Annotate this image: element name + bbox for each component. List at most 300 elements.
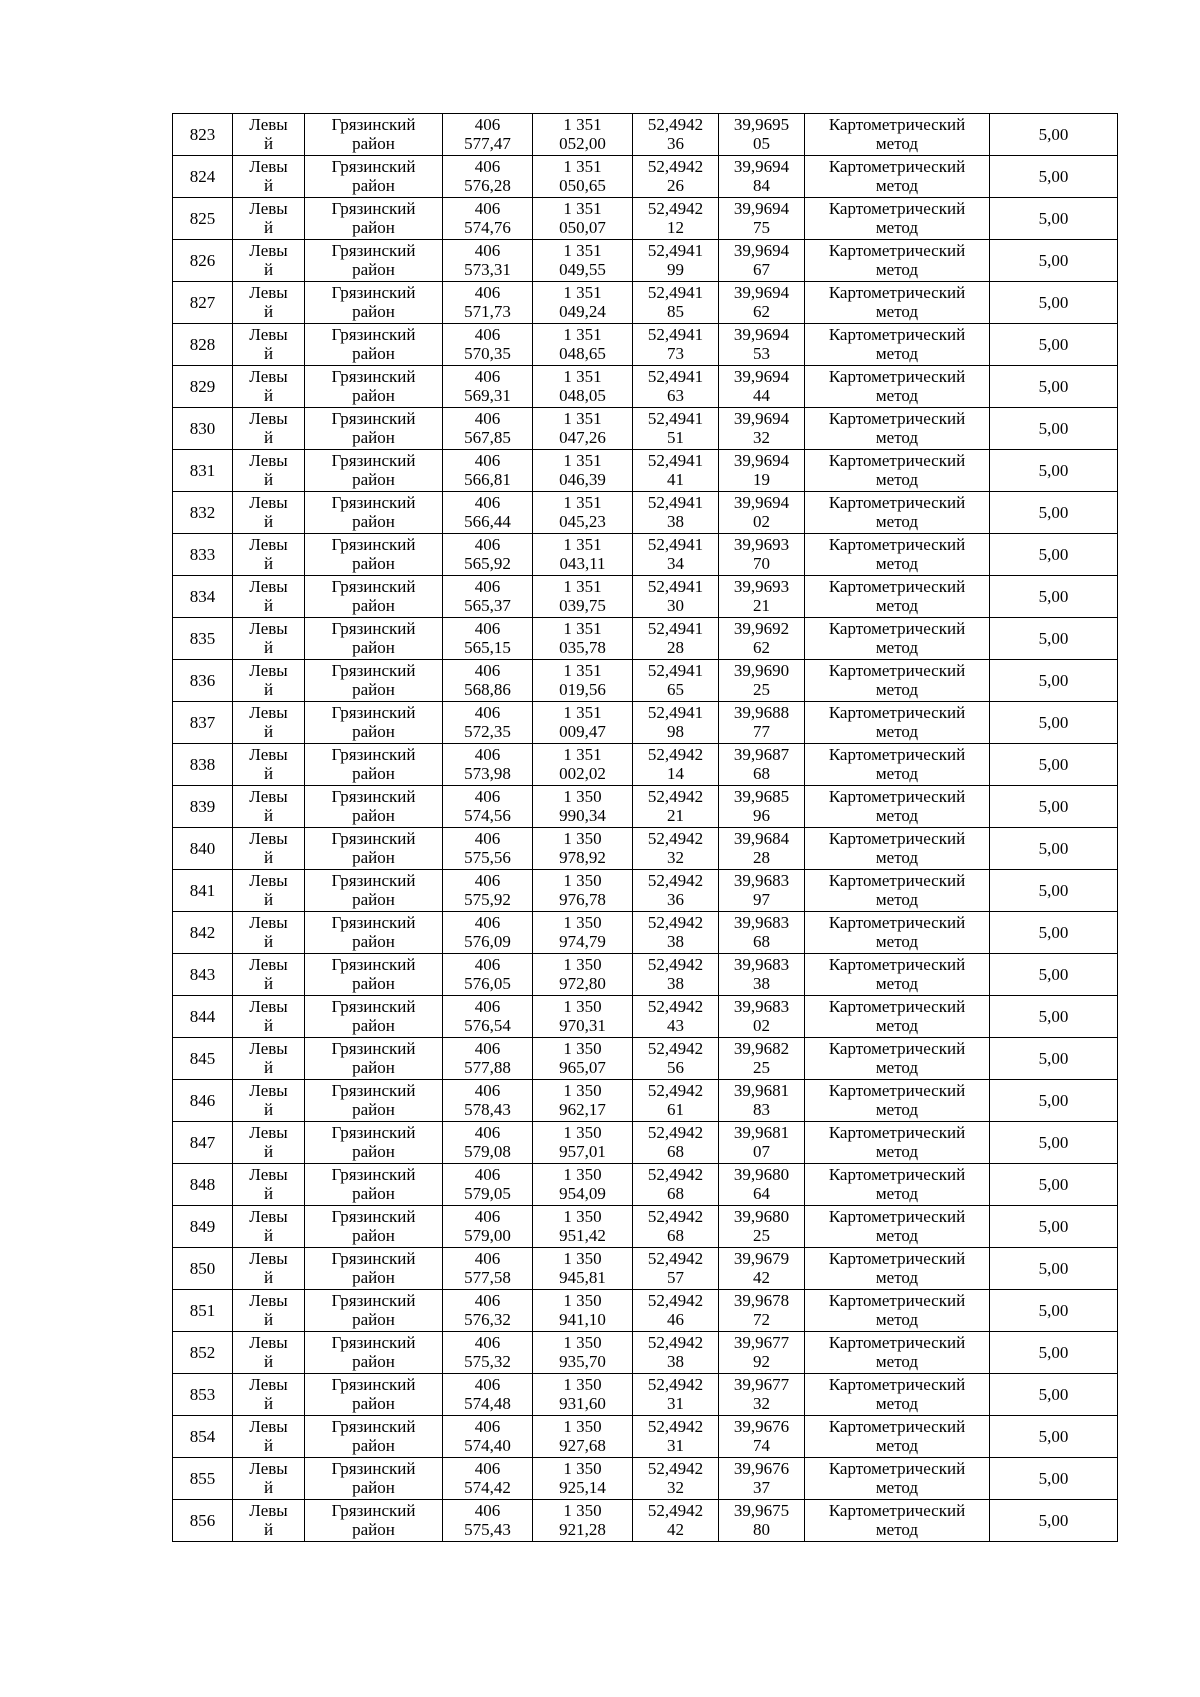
method-line-2: метод: [875, 554, 919, 573]
bank-side-line-1: Левы: [249, 535, 288, 554]
longitude-cell: [719, 660, 805, 702]
table-row: [173, 240, 1118, 282]
method-line-1: Картометрический: [828, 1207, 966, 1226]
table-row: [173, 660, 1118, 702]
longitude-cell: [719, 1332, 805, 1374]
y-coordinate-cell: [533, 240, 633, 282]
accuracy-cell: 5,00: [990, 912, 1118, 954]
table-row: [173, 1122, 1118, 1164]
x-coordinate-cell: [443, 324, 533, 366]
method-line-2: метод: [875, 470, 919, 489]
x-coordinate-line-1: 406: [474, 577, 501, 596]
district-line-1: Грязинский: [331, 1375, 416, 1394]
district-line-2: район: [352, 932, 395, 951]
y-coordinate-line-2: 951,42: [559, 1226, 606, 1245]
method-cell: [805, 660, 990, 702]
point-number-cell: 840: [173, 828, 233, 870]
bank-side-cell: [233, 912, 305, 954]
accuracy-cell: 5,00: [990, 156, 1118, 198]
y-coordinate-line-2: 957,01: [559, 1142, 606, 1161]
method-cell: [805, 744, 990, 786]
table-row: [173, 450, 1118, 492]
x-coordinate-line-2: 573,98: [464, 764, 511, 783]
method-line-1: Картометрический: [828, 745, 966, 764]
method-line-2: метод: [875, 1394, 919, 1413]
method-line-2: метод: [875, 512, 919, 531]
district-cell: [305, 1290, 443, 1332]
point-number-cell: 824: [173, 156, 233, 198]
bank-side-line-1: Левы: [249, 1081, 288, 1100]
bank-side-line-2: й: [263, 302, 274, 321]
x-coordinate-line-1: 406: [474, 1291, 501, 1310]
method-line-2: метод: [875, 1016, 919, 1035]
latitude-line-2: 32: [667, 848, 684, 867]
bank-side-line-1: Левы: [249, 1249, 288, 1268]
method-cell: [805, 366, 990, 408]
district-cell: [305, 1080, 443, 1122]
longitude-cell: [719, 870, 805, 912]
method-cell: [805, 1122, 990, 1164]
accuracy-cell: 5,00: [990, 1164, 1118, 1206]
district-line-2: район: [352, 386, 395, 405]
x-coordinate-line-1: 406: [474, 367, 501, 386]
latitude-cell: [633, 1500, 719, 1542]
method-line-2: метод: [875, 1100, 919, 1119]
y-coordinate-cell: [533, 366, 633, 408]
latitude-line-1: 52,4941: [647, 283, 704, 302]
district-line-2: район: [352, 512, 395, 531]
method-line-1: Картометрический: [828, 1333, 966, 1352]
method-cell: [805, 702, 990, 744]
method-line-2: метод: [875, 974, 919, 993]
x-coordinate-line-1: 406: [474, 661, 501, 680]
table-row: [173, 954, 1118, 996]
bank-side-line-2: й: [263, 428, 274, 447]
method-line-1: Картометрический: [828, 1249, 966, 1268]
bank-side-cell: [233, 366, 305, 408]
latitude-line-1: 52,4942: [647, 1501, 704, 1520]
bank-side-line-2: й: [263, 1100, 274, 1119]
latitude-line-2: 61: [667, 1100, 684, 1119]
method-line-1: Картометрический: [828, 1417, 966, 1436]
longitude-cell: [719, 282, 805, 324]
table-row: [173, 534, 1118, 576]
latitude-cell: [633, 660, 719, 702]
method-line-2: метод: [875, 134, 919, 153]
longitude-cell: [719, 912, 805, 954]
longitude-cell: [719, 1248, 805, 1290]
bank-side-line-1: Левы: [249, 577, 288, 596]
district-line-1: Грязинский: [331, 1207, 416, 1226]
latitude-cell: [633, 576, 719, 618]
y-coordinate-line-1: 1 351: [563, 409, 602, 428]
method-cell: [805, 114, 990, 156]
longitude-cell: [719, 576, 805, 618]
district-cell: [305, 408, 443, 450]
latitude-line-1: 52,4942: [647, 199, 704, 218]
latitude-cell: [633, 1038, 719, 1080]
y-coordinate-cell: [533, 1122, 633, 1164]
bank-side-line-2: й: [263, 260, 274, 279]
method-cell: [805, 324, 990, 366]
method-cell: [805, 618, 990, 660]
latitude-line-1: 52,4942: [647, 1165, 704, 1184]
y-coordinate-cell: [533, 870, 633, 912]
district-line-1: Грязинский: [331, 745, 416, 764]
method-cell: [805, 996, 990, 1038]
accuracy-cell: 5,00: [990, 576, 1118, 618]
latitude-line-2: 30: [667, 596, 684, 615]
bank-side-line-1: Левы: [249, 283, 288, 302]
longitude-cell: [719, 366, 805, 408]
x-coordinate-cell: [443, 156, 533, 198]
latitude-line-2: 31: [667, 1436, 684, 1455]
method-line-1: Картометрический: [828, 703, 966, 722]
district-cell: [305, 324, 443, 366]
latitude-line-2: 21: [667, 806, 684, 825]
y-coordinate-line-2: 050,65: [559, 176, 606, 195]
point-number-cell: 829: [173, 366, 233, 408]
bank-side-cell: [233, 450, 305, 492]
x-coordinate-cell: [443, 786, 533, 828]
longitude-line-2: 44: [753, 386, 770, 405]
y-coordinate-cell: [533, 534, 633, 576]
district-line-2: район: [352, 176, 395, 195]
longitude-line-1: 39,9693: [733, 577, 790, 596]
bank-side-cell: [233, 1332, 305, 1374]
bank-side-cell: [233, 1122, 305, 1164]
y-coordinate-cell: [533, 450, 633, 492]
district-cell: [305, 1206, 443, 1248]
district-line-2: район: [352, 1394, 395, 1413]
bank-side-line-2: й: [263, 638, 274, 657]
district-cell: [305, 492, 443, 534]
district-line-2: район: [352, 1016, 395, 1035]
method-cell: [805, 1080, 990, 1122]
latitude-line-1: 52,4942: [647, 913, 704, 932]
y-coordinate-line-2: 048,05: [559, 386, 606, 405]
method-line-1: Картометрический: [828, 913, 966, 932]
x-coordinate-line-1: 406: [474, 451, 501, 470]
bank-side-line-2: й: [263, 1352, 274, 1371]
y-coordinate-cell: [533, 1374, 633, 1416]
y-coordinate-cell: [533, 408, 633, 450]
x-coordinate-line-2: 568,86: [464, 680, 511, 699]
method-cell: [805, 1458, 990, 1500]
district-line-1: Грязинский: [331, 157, 416, 176]
bank-side-line-1: Левы: [249, 1459, 288, 1478]
longitude-line-1: 39,9694: [733, 367, 790, 386]
latitude-line-2: 51: [667, 428, 684, 447]
bank-side-line-1: Левы: [249, 1039, 288, 1058]
district-line-1: Грязинский: [331, 325, 416, 344]
x-coordinate-line-2: 574,48: [464, 1394, 511, 1413]
bank-side-line-2: й: [263, 176, 274, 195]
bank-side-line-1: Левы: [249, 871, 288, 890]
district-cell: [305, 744, 443, 786]
bank-side-line-2: й: [263, 1016, 274, 1035]
method-line-2: метод: [875, 932, 919, 951]
longitude-line-2: 84: [753, 176, 770, 195]
x-coordinate-cell: [443, 1458, 533, 1500]
latitude-line-2: 32: [667, 1478, 684, 1497]
longitude-cell: [719, 156, 805, 198]
point-number-cell: 846: [173, 1080, 233, 1122]
y-coordinate-cell: [533, 156, 633, 198]
bank-side-line-1: Левы: [249, 1417, 288, 1436]
y-coordinate-line-1: 1 350: [563, 1165, 602, 1184]
bank-side-line-1: Левы: [249, 745, 288, 764]
longitude-line-1: 39,9694: [733, 241, 790, 260]
longitude-line-1: 39,9677: [733, 1333, 790, 1352]
bank-side-line-2: й: [263, 722, 274, 741]
method-line-1: Картометрический: [828, 199, 966, 218]
y-coordinate-line-2: 046,39: [559, 470, 606, 489]
point-number-cell: 826: [173, 240, 233, 282]
district-line-2: район: [352, 764, 395, 783]
x-coordinate-line-1: 406: [474, 409, 501, 428]
bank-side-line-2: й: [263, 386, 274, 405]
longitude-line-2: 83: [753, 1100, 770, 1119]
latitude-cell: [633, 1332, 719, 1374]
bank-side-cell: [233, 1500, 305, 1542]
y-coordinate-cell: [533, 702, 633, 744]
accuracy-cell: 5,00: [990, 240, 1118, 282]
bank-side-line-2: й: [263, 1268, 274, 1287]
y-coordinate-line-2: 925,14: [559, 1478, 606, 1497]
y-coordinate-line-2: 035,78: [559, 638, 606, 657]
longitude-line-2: 77: [753, 722, 770, 741]
bank-side-line-2: й: [263, 932, 274, 951]
x-coordinate-cell: [443, 1164, 533, 1206]
latitude-cell: [633, 996, 719, 1038]
y-coordinate-line-1: 1 351: [563, 703, 602, 722]
y-coordinate-line-1: 1 350: [563, 1039, 602, 1058]
latitude-cell: [633, 1290, 719, 1332]
longitude-line-1: 39,9694: [733, 157, 790, 176]
district-line-1: Грязинский: [331, 1123, 416, 1142]
bank-side-line-2: й: [263, 1436, 274, 1455]
longitude-line-2: 32: [753, 1394, 770, 1413]
longitude-line-2: 19: [753, 470, 770, 489]
district-line-2: район: [352, 638, 395, 657]
district-cell: [305, 660, 443, 702]
bank-side-line-1: Левы: [249, 913, 288, 932]
latitude-line-1: 52,4942: [647, 1123, 704, 1142]
bank-side-line-1: Левы: [249, 1165, 288, 1184]
district-cell: [305, 366, 443, 408]
x-coordinate-line-2: 565,15: [464, 638, 511, 657]
y-coordinate-cell: [533, 1248, 633, 1290]
accuracy-cell: 5,00: [990, 450, 1118, 492]
longitude-line-1: 39,9683: [733, 913, 790, 932]
longitude-cell: [719, 114, 805, 156]
longitude-cell: [719, 1206, 805, 1248]
district-cell: [305, 996, 443, 1038]
method-cell: [805, 1500, 990, 1542]
latitude-line-1: 52,4942: [647, 1459, 704, 1478]
y-coordinate-line-2: 049,24: [559, 302, 606, 321]
y-coordinate-line-1: 1 351: [563, 577, 602, 596]
y-coordinate-line-2: 974,79: [559, 932, 606, 951]
latitude-line-1: 52,4942: [647, 1207, 704, 1226]
x-coordinate-cell: [443, 954, 533, 996]
longitude-line-2: 72: [753, 1310, 770, 1329]
x-coordinate-cell: [443, 744, 533, 786]
longitude-line-1: 39,9678: [733, 1291, 790, 1310]
x-coordinate-line-2: 576,54: [464, 1016, 511, 1035]
latitude-line-2: 68: [667, 1184, 684, 1203]
district-line-1: Грязинский: [331, 1165, 416, 1184]
bank-side-cell: [233, 1164, 305, 1206]
method-line-1: Картометрический: [828, 577, 966, 596]
district-line-1: Грязинский: [331, 493, 416, 512]
district-cell: [305, 1248, 443, 1290]
district-line-2: район: [352, 890, 395, 909]
x-coordinate-line-1: 406: [474, 1417, 501, 1436]
district-line-1: Грязинский: [331, 1291, 416, 1310]
method-cell: [805, 1038, 990, 1080]
latitude-line-2: 38: [667, 974, 684, 993]
y-coordinate-line-2: 050,07: [559, 218, 606, 237]
latitude-line-1: 52,4942: [647, 787, 704, 806]
x-coordinate-cell: [443, 450, 533, 492]
y-coordinate-line-2: 972,80: [559, 974, 606, 993]
longitude-cell: [719, 786, 805, 828]
longitude-line-1: 39,9683: [733, 871, 790, 890]
longitude-cell: [719, 324, 805, 366]
longitude-cell: [719, 450, 805, 492]
y-coordinate-line-1: 1 350: [563, 1459, 602, 1478]
district-cell: [305, 282, 443, 324]
longitude-line-1: 39,9688: [733, 703, 790, 722]
latitude-cell: [633, 828, 719, 870]
x-coordinate-line-2: 569,31: [464, 386, 511, 405]
longitude-line-1: 39,9690: [733, 661, 790, 680]
latitude-cell: [633, 114, 719, 156]
x-coordinate-cell: [443, 1038, 533, 1080]
latitude-line-1: 52,4941: [647, 451, 704, 470]
y-coordinate-line-1: 1 350: [563, 829, 602, 848]
latitude-cell: [633, 870, 719, 912]
x-coordinate-line-2: 576,28: [464, 176, 511, 195]
longitude-line-1: 39,9694: [733, 451, 790, 470]
longitude-line-1: 39,9694: [733, 199, 790, 218]
longitude-line-1: 39,9694: [733, 283, 790, 302]
district-cell: [305, 912, 443, 954]
bank-side-line-2: й: [263, 1226, 274, 1245]
bank-side-line-1: Левы: [249, 367, 288, 386]
district-line-1: Грязинский: [331, 409, 416, 428]
method-line-1: Картометрический: [828, 787, 966, 806]
latitude-cell: [633, 786, 719, 828]
y-coordinate-cell: [533, 324, 633, 366]
bank-side-line-2: й: [263, 1310, 274, 1329]
y-coordinate-line-2: 045,23: [559, 512, 606, 531]
accuracy-cell: 5,00: [990, 1122, 1118, 1164]
accuracy-cell: 5,00: [990, 1248, 1118, 1290]
x-coordinate-line-2: 576,32: [464, 1310, 511, 1329]
latitude-cell: [633, 1374, 719, 1416]
latitude-line-1: 52,4941: [647, 325, 704, 344]
y-coordinate-cell: [533, 1164, 633, 1206]
y-coordinate-line-1: 1 350: [563, 997, 602, 1016]
longitude-line-2: 37: [753, 1478, 770, 1497]
y-coordinate-cell: [533, 1206, 633, 1248]
bank-side-cell: [233, 1206, 305, 1248]
method-line-2: метод: [875, 1226, 919, 1245]
y-coordinate-cell: [533, 1290, 633, 1332]
latitude-cell: [633, 240, 719, 282]
longitude-line-2: 28: [753, 848, 770, 867]
accuracy-cell: 5,00: [990, 1038, 1118, 1080]
x-coordinate-line-2: 576,05: [464, 974, 511, 993]
method-line-2: метод: [875, 638, 919, 657]
bank-side-cell: [233, 1080, 305, 1122]
latitude-line-2: 12: [667, 218, 684, 237]
point-number-cell: 831: [173, 450, 233, 492]
accuracy-cell: 5,00: [990, 870, 1118, 912]
longitude-line-1: 39,9675: [733, 1501, 790, 1520]
x-coordinate-line-1: 406: [474, 1501, 501, 1520]
x-coordinate-cell: [443, 198, 533, 240]
x-coordinate-cell: [443, 618, 533, 660]
x-coordinate-cell: [443, 366, 533, 408]
table-row: [173, 1080, 1118, 1122]
bank-side-line-2: й: [263, 1520, 274, 1539]
point-number-cell: 855: [173, 1458, 233, 1500]
table-row: [173, 1164, 1118, 1206]
longitude-line-1: 39,9693: [733, 535, 790, 554]
bank-side-line-1: Левы: [249, 1333, 288, 1352]
latitude-line-2: 42: [667, 1520, 684, 1539]
x-coordinate-line-2: 575,92: [464, 890, 511, 909]
latitude-line-1: 52,4942: [647, 157, 704, 176]
district-line-2: район: [352, 554, 395, 573]
longitude-line-1: 39,9692: [733, 619, 790, 638]
method-line-2: метод: [875, 1352, 919, 1371]
method-cell: [805, 1332, 990, 1374]
x-coordinate-line-2: 566,81: [464, 470, 511, 489]
longitude-cell: [719, 1038, 805, 1080]
bank-side-line-1: Левы: [249, 493, 288, 512]
x-coordinate-line-1: 406: [474, 1081, 501, 1100]
y-coordinate-line-1: 1 351: [563, 199, 602, 218]
method-cell: [805, 534, 990, 576]
longitude-line-2: 05: [753, 134, 770, 153]
x-coordinate-line-2: 579,00: [464, 1226, 511, 1245]
table-row: [173, 1332, 1118, 1374]
latitude-cell: [633, 744, 719, 786]
method-cell: [805, 786, 990, 828]
table-row: [173, 1206, 1118, 1248]
method-cell: [805, 954, 990, 996]
longitude-cell: [719, 618, 805, 660]
latitude-line-2: 68: [667, 1142, 684, 1161]
latitude-cell: [633, 1206, 719, 1248]
longitude-line-2: 42: [753, 1268, 770, 1287]
x-coordinate-line-2: 566,44: [464, 512, 511, 531]
x-coordinate-line-1: 406: [474, 241, 501, 260]
table-row: [173, 366, 1118, 408]
method-line-2: метод: [875, 764, 919, 783]
y-coordinate-line-1: 1 351: [563, 535, 602, 554]
bank-side-line-2: й: [263, 134, 274, 153]
x-coordinate-cell: [443, 660, 533, 702]
method-line-2: метод: [875, 218, 919, 237]
x-coordinate-line-1: 406: [474, 535, 501, 554]
x-coordinate-line-2: 579,08: [464, 1142, 511, 1161]
